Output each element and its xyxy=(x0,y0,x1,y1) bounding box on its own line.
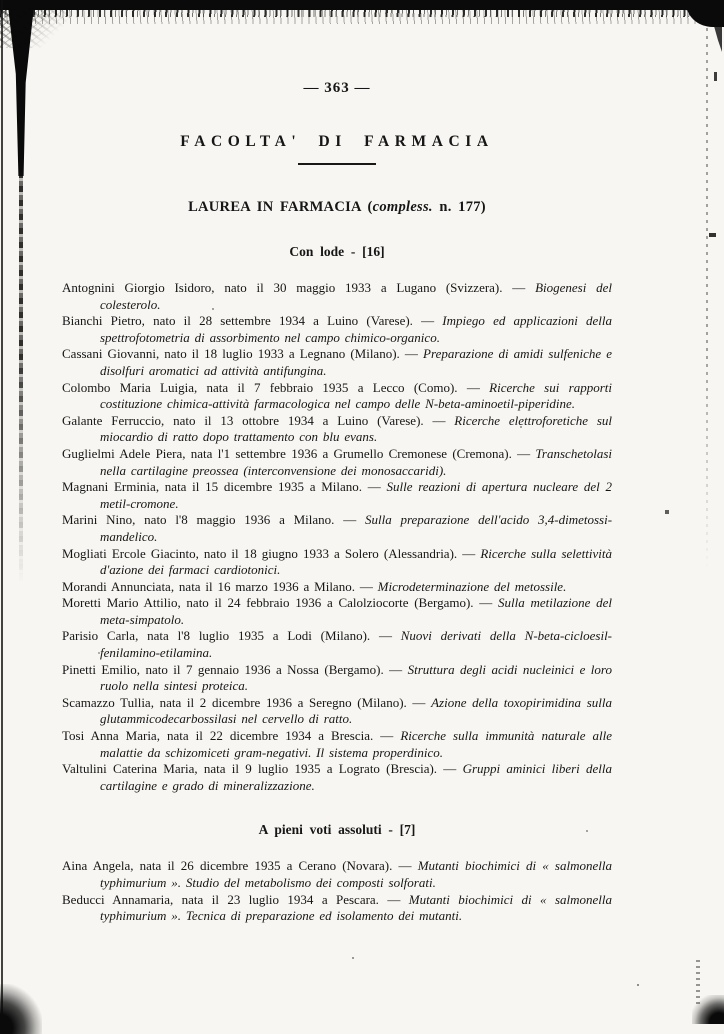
entry-separator: — xyxy=(473,595,498,611)
entry-bio: Magnani Erminia, nata il 15 dicembre 1935 a Milano. xyxy=(62,479,363,495)
entry-separator: — xyxy=(406,694,432,710)
graduate-entry xyxy=(62,280,612,313)
stray-ink-mark xyxy=(665,510,669,514)
entries-list xyxy=(62,858,612,924)
entry-bio: Scamazzo Tullia, nata il 2 dicembre 1936 a Seregno (Milano). xyxy=(62,694,407,710)
entry-thesis: Sulle reazioni di apertura nucleare del 2 metil-cromone. xyxy=(100,479,612,511)
bottom-left-ink-blotch xyxy=(0,984,42,1034)
graduate-entry xyxy=(62,728,612,761)
entry-separator: — xyxy=(502,280,536,295)
dust-specks xyxy=(0,0,2,2)
graduate-entry xyxy=(62,892,612,925)
graduate-entry xyxy=(62,346,612,379)
degree-note: (compless. n. 177) xyxy=(367,199,486,215)
section-heading: Con lode - [16] xyxy=(289,244,385,259)
graduates-section xyxy=(62,244,612,794)
graduate-entry xyxy=(62,446,612,479)
degree-title-text: LAUREA IN FARMACIA xyxy=(188,199,361,215)
entry-separator: — xyxy=(412,313,443,329)
top-left-ink-speckle xyxy=(0,8,70,48)
graduate-entry xyxy=(62,413,612,446)
right-edge-mark xyxy=(709,233,716,237)
graduate-entry xyxy=(62,628,612,661)
title-rule xyxy=(298,163,376,165)
graduate-entry xyxy=(62,313,612,346)
graduate-entry xyxy=(62,479,612,512)
graduate-entry xyxy=(62,662,612,695)
entry-separator: — xyxy=(362,479,387,495)
entry-thesis: Mutanti biochimici di « salmonella typhimurium ». Studio del metabolismo dei composti solforati. xyxy=(100,858,612,890)
faculty-title: FACOLTA' DI FARMACIA xyxy=(180,133,494,150)
top-right-ink-tail xyxy=(712,26,722,52)
entry-thesis: Sulla metilazione del meta-simpatolo. xyxy=(100,595,612,627)
entry-separator: — xyxy=(370,628,401,644)
graduate-entry xyxy=(62,579,612,596)
bottom-right-ink-blotch xyxy=(692,995,724,1024)
entry-bio: Bianchi Pietro, nato il 28 settembre 1934 a Luino (Varese). xyxy=(62,313,413,329)
entry-bio: Cassani Giovanni, nato il 18 luglio 1933 a Legnano (Milano). xyxy=(62,346,400,362)
graduate-entry xyxy=(62,546,612,579)
entry-bio: Tosi Anna Maria, nata il 22 dicembre 1934 a Brescia. xyxy=(62,728,374,744)
page-number: — 363 — xyxy=(303,80,371,96)
entry-thesis: Ricerche sulla immunità naturale alle malattie da schizomiceti gram-negativi. Il sistema properdinico. xyxy=(100,728,613,760)
graduate-entry xyxy=(62,695,612,728)
entry-bio: Moretti Mario Attilio, nato il 24 febbraio 1936 a Calolziocorte (Bergamo). xyxy=(62,595,474,611)
entry-separator: — xyxy=(457,545,481,561)
entry-thesis: Struttura degli acidi nucleinici e loro ruolo nella sintesi proteica. xyxy=(100,661,612,694)
bottom-right-ink-trail xyxy=(696,960,700,1008)
entry-thesis: Mutanti biochimici di « salmonella typhimurium ». Tecnica di preparazione ed isolamento dei mutanti. xyxy=(100,891,613,924)
entry-bio: Antognini Giorgio Isidoro, nato il 30 maggio 1933 a Lugano (Svizzera). xyxy=(62,280,503,295)
entry-separator: — xyxy=(334,512,365,528)
entry-separator: — xyxy=(378,891,409,907)
entry-thesis: Biogenesi del colesterolo. xyxy=(100,280,613,312)
entry-bio: Parisio Carla, nata l'8 luglio 1935 a Lodi (Milano). xyxy=(62,628,371,644)
entry-separator: — xyxy=(437,761,463,777)
entry-thesis: Azione della toxopirimidina sulla glutammicodecarbossilasi nel cervello di ratto. xyxy=(100,694,612,727)
section-heading: A pieni voti assoluti - [7] xyxy=(258,822,416,838)
entry-separator: — xyxy=(399,346,424,362)
entry-bio: Aina Angela, nata il 26 dicembre 1935 a Cerano (Novara). xyxy=(62,858,393,874)
graduate-entry xyxy=(62,858,612,891)
entry-separator: — xyxy=(354,578,378,594)
entry-separator: — xyxy=(383,661,408,677)
entry-separator: — xyxy=(373,728,401,744)
entry-bio: Morandi Annunciata, nata il 16 marzo 1936 a Milano. xyxy=(62,578,355,594)
entry-bio: Marini Nino, nato l'8 maggio 1936 a Milano. xyxy=(62,512,335,528)
left-ink-streak xyxy=(19,172,23,582)
top-right-ink-blob xyxy=(686,0,724,27)
entry-bio: Beducci Annamaria, nata il 23 luglio 1934 a Pescara. xyxy=(62,891,379,907)
page-content xyxy=(62,0,612,925)
degree-note-italic: compless. xyxy=(372,199,433,215)
left-edge-scan-line xyxy=(1,0,3,1024)
entry-separator: — xyxy=(423,412,455,428)
degree-title xyxy=(62,199,612,216)
entry-thesis: Sulla preparazione dell'acido 3,4-dimetossi-mandelico. xyxy=(100,512,613,544)
graduate-entry xyxy=(62,380,612,413)
entry-thesis: Ricerche elettroforetiche sul miocardio di ratto dopo trattamento con blu evans. xyxy=(100,412,612,445)
entry-thesis: Transchetolasi nella cartilagine preossea (interconvensione dei monosaccaridi). xyxy=(100,445,612,478)
entries-list xyxy=(62,280,612,794)
entry-bio: Pinetti Emilio, nato il 7 gennaio 1936 a Nossa (Bergamo). xyxy=(62,661,384,677)
entry-thesis: Preparazione di amidi sulfeniche e disolfuri aromatici ad attività antifungina. xyxy=(100,346,613,378)
graduate-entry xyxy=(62,761,612,794)
entry-bio: Galante Ferruccio, nato il 13 ottobre 1934 a Luino (Varese). xyxy=(62,412,424,428)
entry-separator: — xyxy=(392,858,418,874)
entry-thesis: Microdeterminazione del metossile. xyxy=(377,578,567,594)
entry-separator: — xyxy=(511,445,536,461)
entry-thesis: Nuovi derivati della N-beta-cicloesil-fenilamino-etilamina. xyxy=(100,628,613,661)
entry-bio: Valtulini Caterina Maria, nata il 9 luglio 1935 a Lograto (Brescia). xyxy=(62,761,438,777)
graduates-section xyxy=(62,822,612,924)
entry-thesis: Ricerche sulla selettività d'azione dei farmaci cardiotonici. xyxy=(100,545,613,578)
entry-bio: Colombo Maria Luigia, nata il 7 febbraio 1935 a Lecco (Como). xyxy=(62,379,458,395)
entry-thesis: Gruppi aminici liberi della cartilagine e grado di mineralizzazione. xyxy=(100,761,613,793)
entry-thesis: Impiego ed applicazioni della spettrofotometria di assorbimento nel campo chimico-organico. xyxy=(100,313,612,345)
right-fold-dotted-line xyxy=(706,28,708,573)
entry-thesis: Ricerche sui rapporti costituzione chimica-attività farmacologica nel campo delle N-beta-aminoetil-piperidine. xyxy=(100,379,612,412)
entry-bio: Mogliati Ercole Giacinto, nato il 18 giugno 1933 a Solero (Alessandria). xyxy=(62,545,458,561)
graduate-entry xyxy=(62,512,612,545)
entry-bio: Guglielmi Adele Piera, nata l'1 settembre 1936 a Grumello Cremonese (Cremona). xyxy=(62,445,512,461)
entry-separator: — xyxy=(457,379,490,395)
sections-container xyxy=(62,244,612,925)
left-ink-wedge xyxy=(8,6,34,176)
graduate-entry xyxy=(62,595,612,628)
right-edge-mark xyxy=(714,72,717,81)
